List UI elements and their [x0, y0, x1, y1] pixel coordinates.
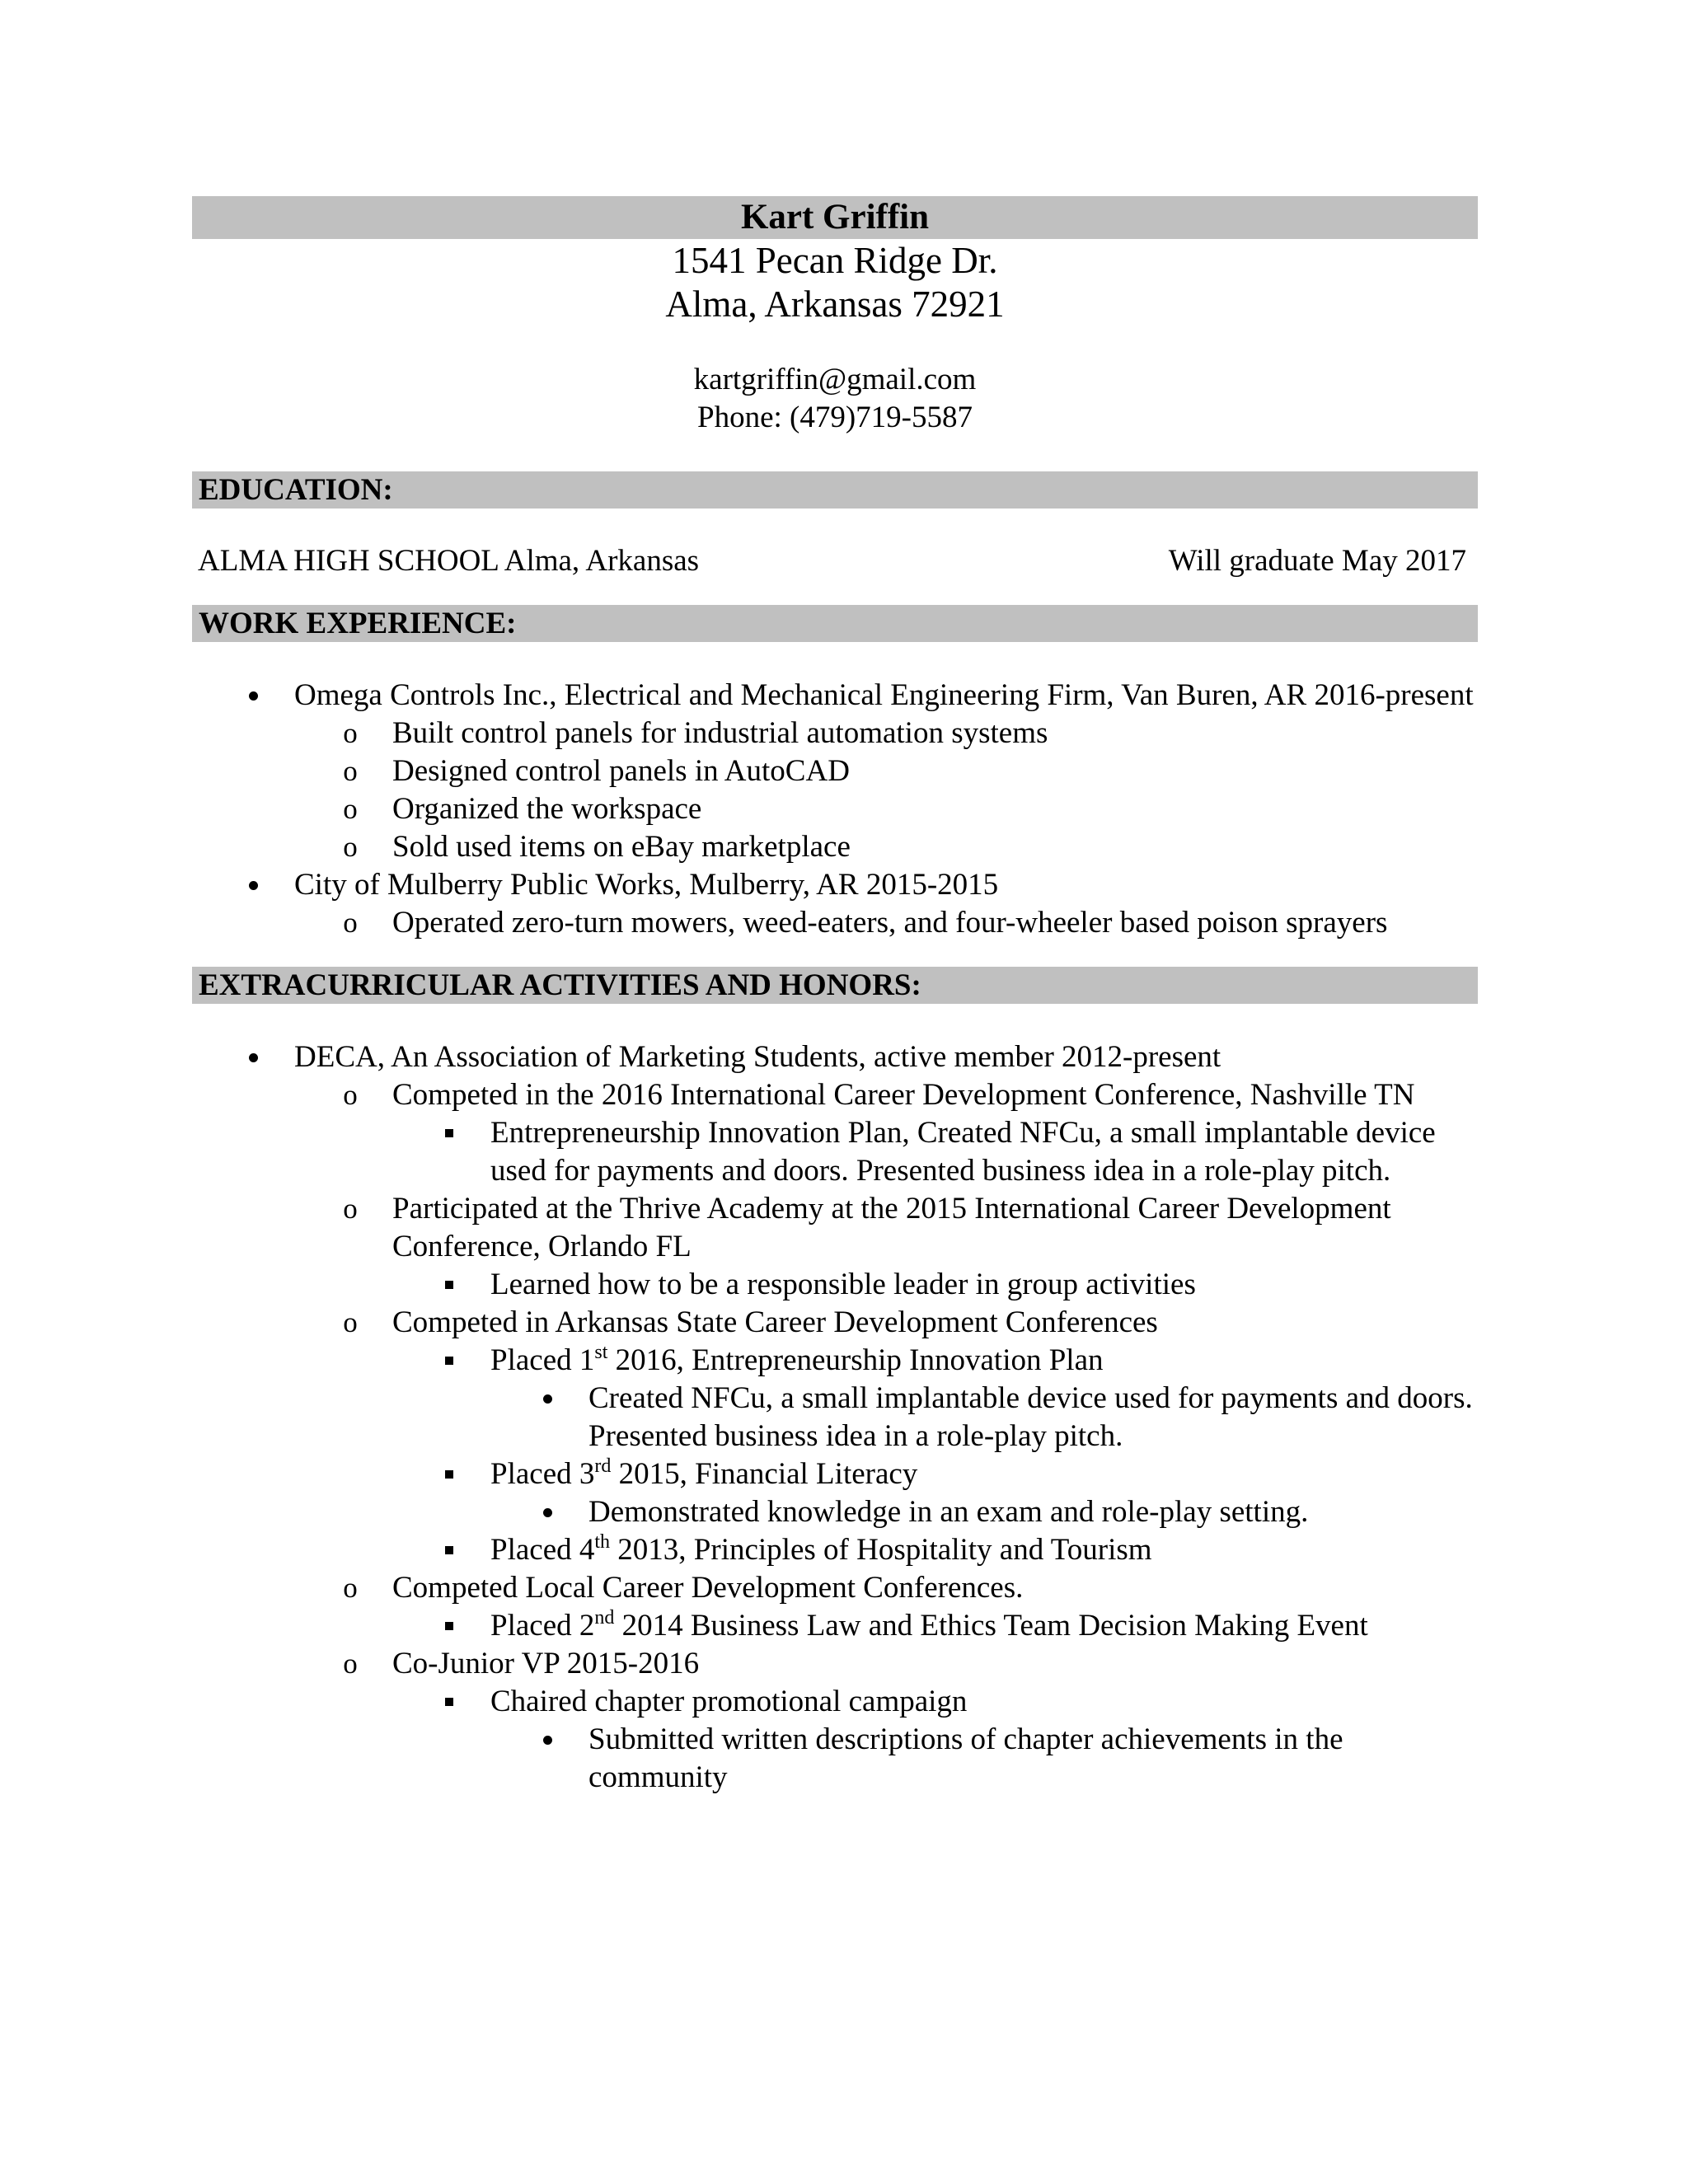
placement-prefix: Placed 3 [490, 1457, 595, 1491]
job-duty: Designed control panels in AutoCAD [392, 754, 850, 788]
placement-prefix: Placed 1 [490, 1343, 595, 1377]
square-bullet-icon [433, 1531, 466, 1569]
ordinal-suffix: nd [594, 1607, 615, 1629]
list-item [192, 1455, 1478, 1493]
circle-bullet-icon: o [343, 907, 358, 939]
list-item [192, 1607, 1478, 1645]
placement-prefix: Placed 4 [490, 1533, 595, 1567]
list-item [192, 1038, 1478, 1076]
activity-item: DECA, An Association of Marketing Students, active member 2012-present [294, 1040, 1221, 1074]
bullet-icon [237, 1038, 270, 1076]
list-item [192, 1114, 1478, 1190]
placement-detail: 2013, Principles of Hospitality and Tourism [610, 1533, 1152, 1567]
placement [490, 1343, 1104, 1377]
education-heading: EDUCATION: [192, 471, 1478, 509]
list-item [192, 1721, 1478, 1797]
placement [490, 1457, 917, 1491]
ordinal-suffix: st [594, 1342, 608, 1363]
activity-item: Competed in the 2016 International Career Development Conference, Nashville TN [392, 1078, 1415, 1112]
list-item [192, 1380, 1478, 1455]
bullet-icon [531, 1721, 564, 1759]
activity-item: Co-Junior VP 2015-2016 [392, 1647, 700, 1680]
education-row [192, 542, 1478, 580]
placement-prefix: Placed 2 [490, 1609, 595, 1643]
square-bullet-icon [433, 1455, 466, 1493]
phone: Phone: (479)719-5587 [697, 401, 973, 434]
list-item [192, 752, 1478, 790]
name-heading: Kart Griffin [192, 196, 1478, 239]
list-item [192, 1304, 1478, 1342]
circle-bullet-icon: o [343, 755, 358, 787]
placement-detail: 2014 Business Law and Ethics Team Decision Making Event [614, 1609, 1368, 1643]
square-bullet-icon [433, 1266, 466, 1304]
list-item [192, 866, 1478, 904]
job-duty: Operated zero-turn mowers, weed-eaters, and four-wheeler based poison sprayers [392, 906, 1388, 940]
activity-item: Demonstrated knowledge in an exam and role-play setting. [588, 1495, 1309, 1529]
bullet-icon [531, 1493, 564, 1531]
address-line-1: 1541 Pecan Ridge Dr. [672, 240, 998, 281]
job-duty: Organized the workspace [392, 792, 702, 826]
placement-detail: 2015, Financial Literacy [611, 1457, 918, 1491]
activity-item: Learned how to be a responsible leader in group activities [490, 1268, 1196, 1301]
address-line-2: Alma, Arkansas 72921 [665, 284, 1005, 325]
job-duty: Built control panels for industrial automation systems [392, 716, 1048, 750]
graduation-date: Will graduate May 2017 [1168, 544, 1466, 578]
job-title: City of Mulberry Public Works, Mulberry, AR 2015-2015 [294, 868, 999, 902]
circle-bullet-icon: o [343, 831, 358, 863]
list-item [192, 1645, 1478, 1683]
list-item [192, 1342, 1478, 1380]
activity-item: Competed in Arkansas State Career Development Conferences [392, 1305, 1158, 1339]
list-item [192, 904, 1478, 942]
placement [490, 1609, 1368, 1643]
list-item [192, 1266, 1478, 1304]
ordinal-suffix: rd [594, 1455, 612, 1477]
circle-bullet-icon: o [343, 1572, 358, 1604]
circle-bullet-icon: o [343, 1306, 358, 1338]
activity-item: Submitted written descriptions of chapter achievements in the community [588, 1722, 1343, 1794]
list-item [192, 1683, 1478, 1721]
work-experience-heading: WORK EXPERIENCE: [192, 605, 1478, 642]
job-title: Omega Controls Inc., Electrical and Mechanical Engineering Firm, Van Buren, AR 2016-present [294, 678, 1474, 712]
circle-bullet-icon: o [343, 1647, 358, 1680]
activity-item: Participated at the Thrive Academy at the 2015 International Career Development Conference, Orlando FL [392, 1192, 1391, 1263]
list-item [192, 715, 1478, 752]
square-bullet-icon [433, 1342, 466, 1380]
list-item [192, 1531, 1478, 1569]
activity-item: Created NFCu, a small implantable device used for payments and doors. Presented business idea in a role-play pitch. [588, 1381, 1473, 1453]
list-item [192, 1076, 1478, 1114]
circle-bullet-icon: o [343, 1193, 358, 1225]
circle-bullet-icon: o [343, 793, 358, 825]
list-item [192, 790, 1478, 828]
bullet-icon [531, 1380, 564, 1418]
placement-detail: 2016, Entrepreneurship Innovation Plan [607, 1343, 1104, 1377]
activity-item: Competed Local Career Development Conferences. [392, 1571, 1024, 1605]
activities-heading: EXTRACURRICULAR ACTIVITIES AND HONORS: [192, 967, 1478, 1004]
email[interactable]: kartgriffin@gmail.com [693, 363, 977, 396]
job-duty: Sold used items on eBay marketplace [392, 830, 851, 864]
activity-item: Chaired chapter promotional campaign [490, 1685, 968, 1718]
list-item [192, 677, 1478, 715]
circle-bullet-icon: o [343, 717, 358, 749]
square-bullet-icon [433, 1114, 466, 1152]
ordinal-suffix: th [594, 1531, 611, 1553]
list-item [192, 1190, 1478, 1266]
activity-item: Entrepreneurship Innovation Plan, Created NFCu, a small implantable device used for payments and doors. Presented business idea in a role-play pitch. [490, 1116, 1436, 1188]
bullet-icon [237, 677, 270, 715]
school-name: ALMA HIGH SCHOOL Alma, Arkansas [198, 544, 700, 578]
list-item [192, 1493, 1478, 1531]
list-item [192, 1569, 1478, 1607]
list-item [192, 828, 1478, 866]
placement [490, 1533, 1152, 1567]
circle-bullet-icon: o [343, 1079, 358, 1111]
square-bullet-icon [433, 1683, 466, 1721]
bullet-icon [237, 866, 270, 904]
resume-page [192, 196, 1478, 1797]
square-bullet-icon [433, 1607, 466, 1645]
